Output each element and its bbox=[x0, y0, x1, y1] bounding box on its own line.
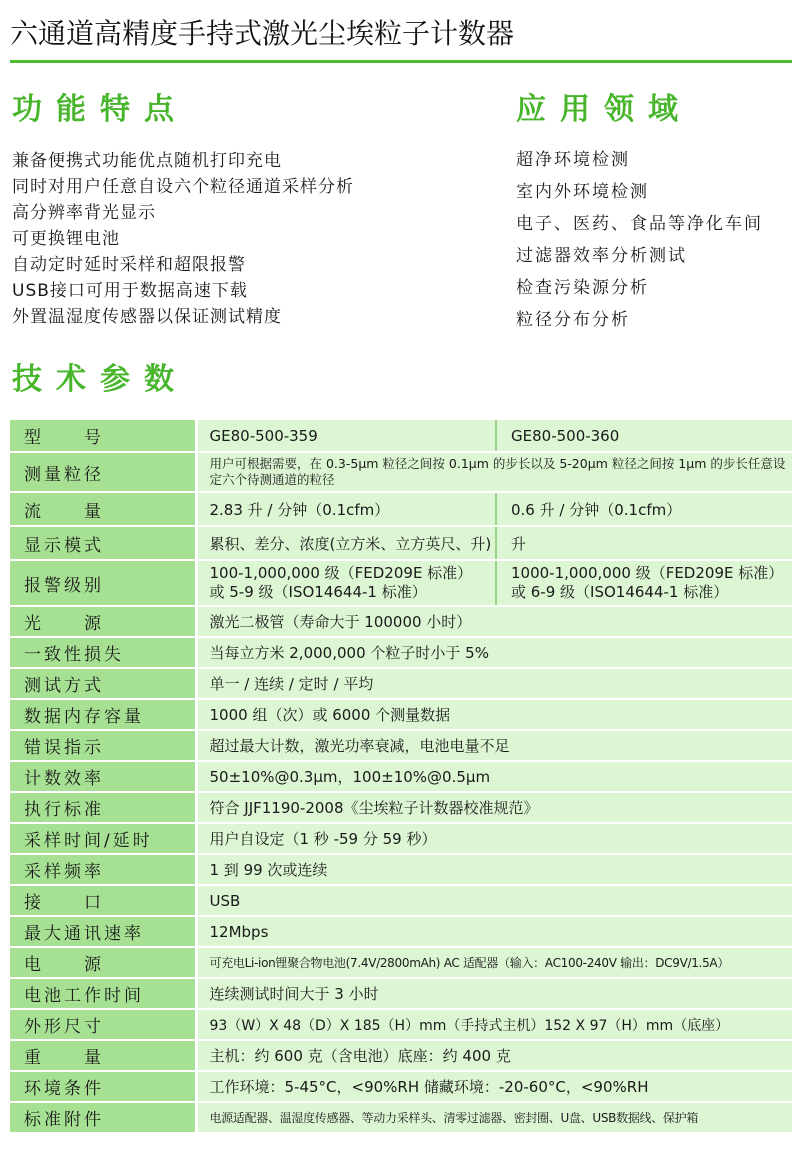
table-row bbox=[10, 947, 792, 978]
applications-heading: 应用领域 bbox=[516, 92, 692, 127]
list-item: 高分辨率背光显示 bbox=[12, 203, 156, 223]
table-row bbox=[10, 916, 792, 947]
spec-label: 测量粒径 bbox=[10, 452, 196, 492]
spec-label: 一致性损失 bbox=[10, 637, 196, 668]
spec-label: 显示模式 bbox=[10, 526, 196, 560]
table-row bbox=[10, 637, 792, 668]
table-row bbox=[10, 668, 792, 699]
spec-value: 当每立方米 2,000,000 个粒子时小于 5% bbox=[196, 637, 792, 668]
spec-value: 电源适配器、温湿度传感器、等动力采样头、清零过滤器、密封圈、U盘、USB数据线、保护箱 bbox=[196, 1102, 792, 1133]
table-row bbox=[10, 526, 792, 560]
spec-value-text: 1000-1,000,000 级（FED209E 标准） 或 6-9 级（ISO14644-1 标准） bbox=[511, 564, 784, 601]
spec-value: 用户自设定（1 秒 -59 分 59 秒） bbox=[196, 823, 792, 854]
spec-value-b: 0.6 升 / 分钟（0.1cfm） bbox=[496, 492, 792, 526]
list-item: 可更换锂电池 bbox=[12, 229, 120, 249]
spec-label: 错误指示 bbox=[10, 730, 196, 761]
spec-value: 连续测试时间大于 3 小时 bbox=[196, 978, 792, 1009]
list-item: 超净环境检测 bbox=[516, 150, 630, 170]
spec-value: 激光二极管（寿命大于 100000 小时） bbox=[196, 606, 792, 637]
spec-table bbox=[10, 420, 792, 1134]
spec-value-b: GE80-500-360 bbox=[496, 420, 792, 452]
spec-value-a: 2.83 升 / 分钟（0.1cfm） bbox=[196, 492, 496, 526]
spec-value: 可充电Li-ion锂聚合物电池(7.4V/2800mAh) AC 适配器（输入：AC100-240V 输出：DC9V/1.5A） bbox=[196, 947, 792, 978]
spec-value: USB bbox=[196, 885, 792, 916]
spec-value-text: 100-1,000,000 级（FED209E 标准） 或 5-9 级（ISO14644-1 标准） bbox=[209, 564, 473, 601]
spec-value: 主机：约 600 克（含电池）底座：约 400 克 bbox=[196, 1040, 792, 1071]
table-row bbox=[10, 978, 792, 1009]
table-row bbox=[10, 823, 792, 854]
table-row bbox=[10, 452, 792, 492]
spec-label: 最大通讯速率 bbox=[10, 916, 196, 947]
list-item: 兼备便携式功能优点随机打印充电 bbox=[12, 151, 282, 171]
spec-value: 超过最大计数，激光功率衰减，电池电量不足 bbox=[196, 730, 792, 761]
spec-value-b: 升 bbox=[496, 526, 792, 560]
spec-label: 计数效率 bbox=[10, 761, 196, 792]
spec-label: 型 号 bbox=[10, 420, 196, 452]
specs-heading: 技术参数 bbox=[12, 362, 188, 397]
features-heading: 功能特点 bbox=[12, 92, 188, 127]
list-item: 室内外环境检测 bbox=[516, 182, 649, 202]
spec-label: 电池工作时间 bbox=[10, 978, 196, 1009]
list-item: 同时对用户任意自设六个粒径通道采样分析 bbox=[12, 177, 354, 197]
spec-value: 工作环境：5-45°C，<90%RH 储藏环境：-20-60°C，<90%RH bbox=[196, 1071, 792, 1102]
spec-value: 单一 / 连续 / 定时 / 平均 bbox=[196, 668, 792, 699]
spec-label: 标准附件 bbox=[10, 1102, 196, 1133]
spec-label: 光 源 bbox=[10, 606, 196, 637]
table-row bbox=[10, 1009, 792, 1040]
list-item: 外置温湿度传感器以保证测试精度 bbox=[12, 307, 282, 327]
spec-label: 采样频率 bbox=[10, 854, 196, 885]
applications-list bbox=[516, 144, 763, 336]
table-row bbox=[10, 792, 792, 823]
spec-label: 环境条件 bbox=[10, 1071, 196, 1102]
spec-label: 测试方式 bbox=[10, 668, 196, 699]
spec-value bbox=[196, 452, 792, 492]
table-row bbox=[10, 854, 792, 885]
table-row bbox=[10, 492, 792, 526]
spec-label: 流 量 bbox=[10, 492, 196, 526]
spec-label: 电 源 bbox=[10, 947, 196, 978]
spec-label: 外形尺寸 bbox=[10, 1009, 196, 1040]
spec-value: 符合 JJF1190-2008《尘埃粒子计数器校准规范》 bbox=[196, 792, 792, 823]
spec-value: 1000 组（次）或 6000 个测量数据 bbox=[196, 699, 792, 730]
features-list bbox=[12, 148, 354, 330]
spec-label: 采样时间/延时 bbox=[10, 823, 196, 854]
spec-label: 执行标准 bbox=[10, 792, 196, 823]
spec-label: 重 量 bbox=[10, 1040, 196, 1071]
list-item: 过滤器效率分析测试 bbox=[516, 246, 687, 266]
spec-value-a: 累积、差分、浓度(立方米、立方英尺、升) bbox=[196, 526, 496, 560]
spec-value: 1 到 99 次或连续 bbox=[196, 854, 792, 885]
table-row bbox=[10, 560, 792, 606]
spec-value: 50±10%@0.3μm，100±10%@0.5μm bbox=[196, 761, 792, 792]
table-row bbox=[10, 606, 792, 637]
table-row bbox=[10, 885, 792, 916]
spec-value-text: 用户可根据需要，在 0.3-5μm 粒径之间按 0.1μm 的步长以及 5-20μm 粒径之间按 1μm 的步长任意设定六个待测通道的粒径 bbox=[209, 456, 786, 487]
list-item: USB接口可用于数据高速下载 bbox=[12, 281, 248, 301]
spec-value-a bbox=[196, 560, 496, 606]
spec-value-a: GE80-500-359 bbox=[196, 420, 496, 452]
table-row bbox=[10, 699, 792, 730]
spec-value-b bbox=[496, 560, 792, 606]
table-row bbox=[10, 420, 792, 452]
spec-label: 数据内存容量 bbox=[10, 699, 196, 730]
spec-value: 93（W）X 48（D）X 185（H）mm（手持式主机）152 X 97（H）mm（底座） bbox=[196, 1009, 792, 1040]
spec-label: 报警级别 bbox=[10, 560, 196, 606]
list-item: 检查污染源分析 bbox=[516, 278, 649, 298]
spec-value: 12Mbps bbox=[196, 916, 792, 947]
table-row bbox=[10, 1040, 792, 1071]
table-row bbox=[10, 1071, 792, 1102]
spec-label: 接 口 bbox=[10, 885, 196, 916]
title-divider bbox=[10, 60, 792, 63]
table-row bbox=[10, 730, 792, 761]
table-row bbox=[10, 761, 792, 792]
list-item: 自动定时延时采样和超限报警 bbox=[12, 255, 246, 275]
list-item: 电子、医药、食品等净化车间 bbox=[516, 214, 763, 234]
list-item: 粒径分布分析 bbox=[516, 310, 630, 330]
table-row bbox=[10, 1102, 792, 1133]
page-title: 六通道高精度手持式激光尘埃粒子计数器 bbox=[10, 17, 515, 50]
